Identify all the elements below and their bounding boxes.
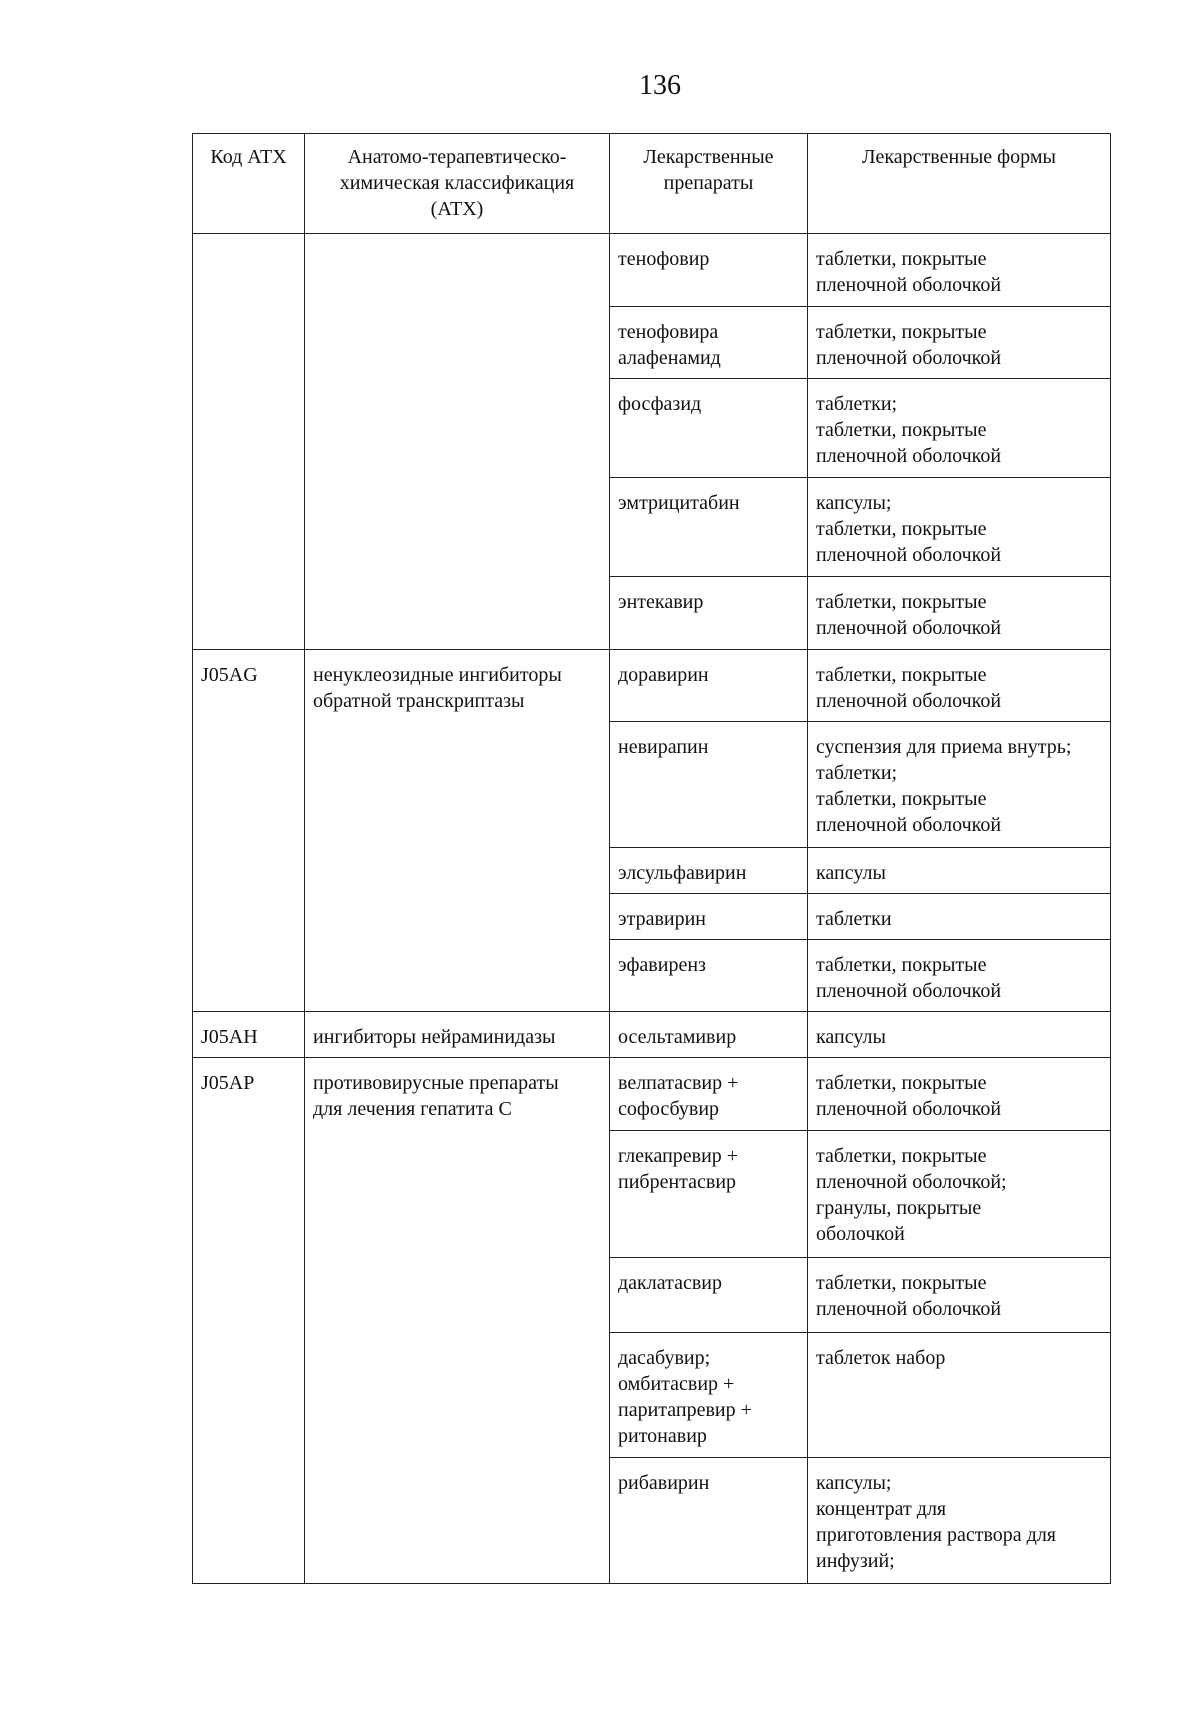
header-classification: Анатомо-терапевтическо- химическая классификация (АТХ) xyxy=(305,134,610,234)
form-cell: капсулы; таблетки, покрытые пленочной оболочкой xyxy=(808,478,1111,577)
form-cell: суспензия для приема внутрь; таблетки; таблетки, покрытые пленочной оболочкой xyxy=(808,722,1111,848)
form-cell: таблеток набор xyxy=(808,1332,1111,1458)
form-cell: капсулы xyxy=(808,1012,1111,1058)
page-number: 136 xyxy=(639,70,681,101)
atc-code-cell: J05AG xyxy=(193,649,305,1011)
table-body xyxy=(193,234,1111,1584)
drug-cell: доравирин xyxy=(610,649,808,722)
form-cell: таблетки, покрытые пленочной оболочкой xyxy=(808,1058,1111,1131)
atc-class-cell: ингибиторы нейраминидазы xyxy=(305,1012,610,1058)
atc-class-cell: противовирусные препараты для лечения гепатита С xyxy=(305,1058,610,1584)
form-cell: таблетки, покрытые пленочной оболочкой xyxy=(808,1258,1111,1333)
drug-cell: невирапин xyxy=(610,722,808,848)
atc-code-cell xyxy=(193,234,305,650)
form-cell: таблетки, покрытые пленочной оболочкой xyxy=(808,649,1111,722)
drug-cell: энтекавир xyxy=(610,577,808,650)
drug-cell: глекапревир + пибрентасвир xyxy=(610,1130,808,1258)
header-code: Код АТХ xyxy=(193,134,305,234)
drug-cell: тенофовира алафенамид xyxy=(610,306,808,379)
drug-cell: эмтрицитабин xyxy=(610,478,808,577)
table-header-row xyxy=(193,134,1111,234)
drug-cell: фосфазид xyxy=(610,379,808,478)
table-row xyxy=(193,649,1111,722)
drug-cell: эфавиренз xyxy=(610,939,808,1012)
form-cell: капсулы xyxy=(808,847,1111,893)
atc-drug-table xyxy=(192,133,1111,1584)
drug-cell: дасабувир; омбитасвир + паритапревир + ритонавир xyxy=(610,1332,808,1458)
form-cell: капсулы; концентрат для приготовления раствора для инфузий; xyxy=(808,1458,1111,1584)
form-cell: таблетки, покрытые пленочной оболочкой xyxy=(808,939,1111,1012)
drug-cell: этравирин xyxy=(610,893,808,939)
table-row xyxy=(193,234,1111,307)
atc-code-cell: J05AP xyxy=(193,1058,305,1584)
drug-cell: осельтамивир xyxy=(610,1012,808,1058)
drug-cell: велпатасвир + софосбувир xyxy=(610,1058,808,1131)
header-forms: Лекарственные формы xyxy=(808,134,1111,234)
drug-cell: даклатасвир xyxy=(610,1258,808,1333)
drug-cell: элсульфавирин xyxy=(610,847,808,893)
atc-code-cell: J05AH xyxy=(193,1012,305,1058)
form-cell: таблетки xyxy=(808,893,1111,939)
form-cell: таблетки; таблетки, покрытые пленочной оболочкой xyxy=(808,379,1111,478)
atc-class-cell: ненуклеозидные ингибиторы обратной транскриптазы xyxy=(305,649,610,1011)
form-cell: таблетки, покрытые пленочной оболочкой; гранулы, покрытые оболочкой xyxy=(808,1130,1111,1258)
table-row xyxy=(193,1012,1111,1058)
table-row xyxy=(193,1058,1111,1131)
header-drugs: Лекарственные препараты xyxy=(610,134,808,234)
drug-cell: тенофовир xyxy=(610,234,808,307)
drug-cell: рибавирин xyxy=(610,1458,808,1584)
form-cell: таблетки, покрытые пленочной оболочкой xyxy=(808,306,1111,379)
form-cell: таблетки, покрытые пленочной оболочкой xyxy=(808,234,1111,307)
atc-class-cell xyxy=(305,234,610,650)
form-cell: таблетки, покрытые пленочной оболочкой xyxy=(808,577,1111,650)
